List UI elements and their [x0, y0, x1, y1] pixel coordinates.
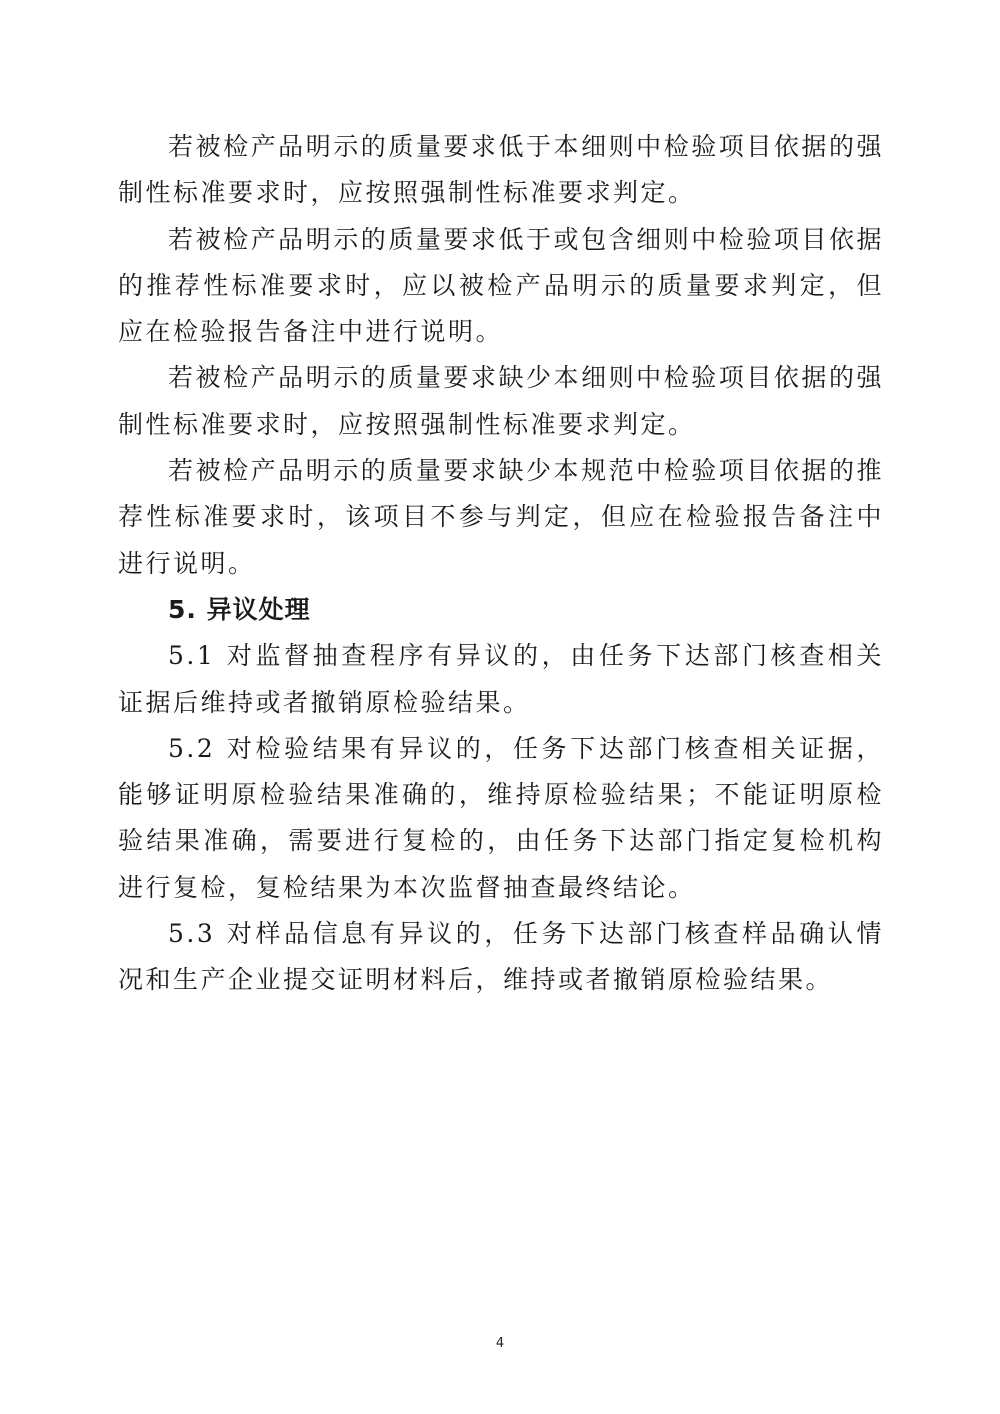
paragraph-recommended-standard-missing: 若被检产品明示的质量要求缺少本规范中检验项目依据的推荐性标准要求时，该项目不参与判定，但应在检验报告备注中进行说明。 — [118, 456, 884, 578]
paragraph-recommended-standard-lower: 若被检产品明示的质量要求低于或包含细则中检验项目依据的推荐性标准要求时，应以被检产品明示的质量要求判定，但应在检验报告备注中进行说明。 — [118, 224, 884, 347]
paragraph-5-2: 5.2 对检验结果有异议的，任务下达部门核查相关证据，能够证明原检验结果准确的，维持原检验结果；不能证明原检验结果准确，需要进行复检的，由任务下达部门指定复检机构进行复检，复检结果为本次监督抽查最终结论。 — [118, 733, 884, 902]
paragraph-mandatory-standard-lower: 若被检产品明示的质量要求低于本细则中检验项目依据的强制性标准要求时，应按照强制性标准要求判定。 — [118, 132, 884, 208]
section-heading-objection-handling: 5. 异议处理 — [168, 594, 311, 624]
paragraph-5-1: 5.1 对监督抽查程序有异议的，由任务下达部门核查相关证据后维持或者撤销原检验结果。 — [118, 641, 884, 717]
paragraph-5-3: 5.3 对样品信息有异议的，任务下达部门核查样品确认情况和生产企业提交证明材料后，维持或者撤销原检验结果。 — [118, 919, 884, 995]
page-number: 4 — [495, 1336, 505, 1351]
paragraph-mandatory-standard-missing: 若被检产品明示的质量要求缺少本细则中检验项目依据的强制性标准要求时，应按照强制性标准要求判定。 — [118, 363, 884, 439]
document-body — [118, 124, 884, 1004]
